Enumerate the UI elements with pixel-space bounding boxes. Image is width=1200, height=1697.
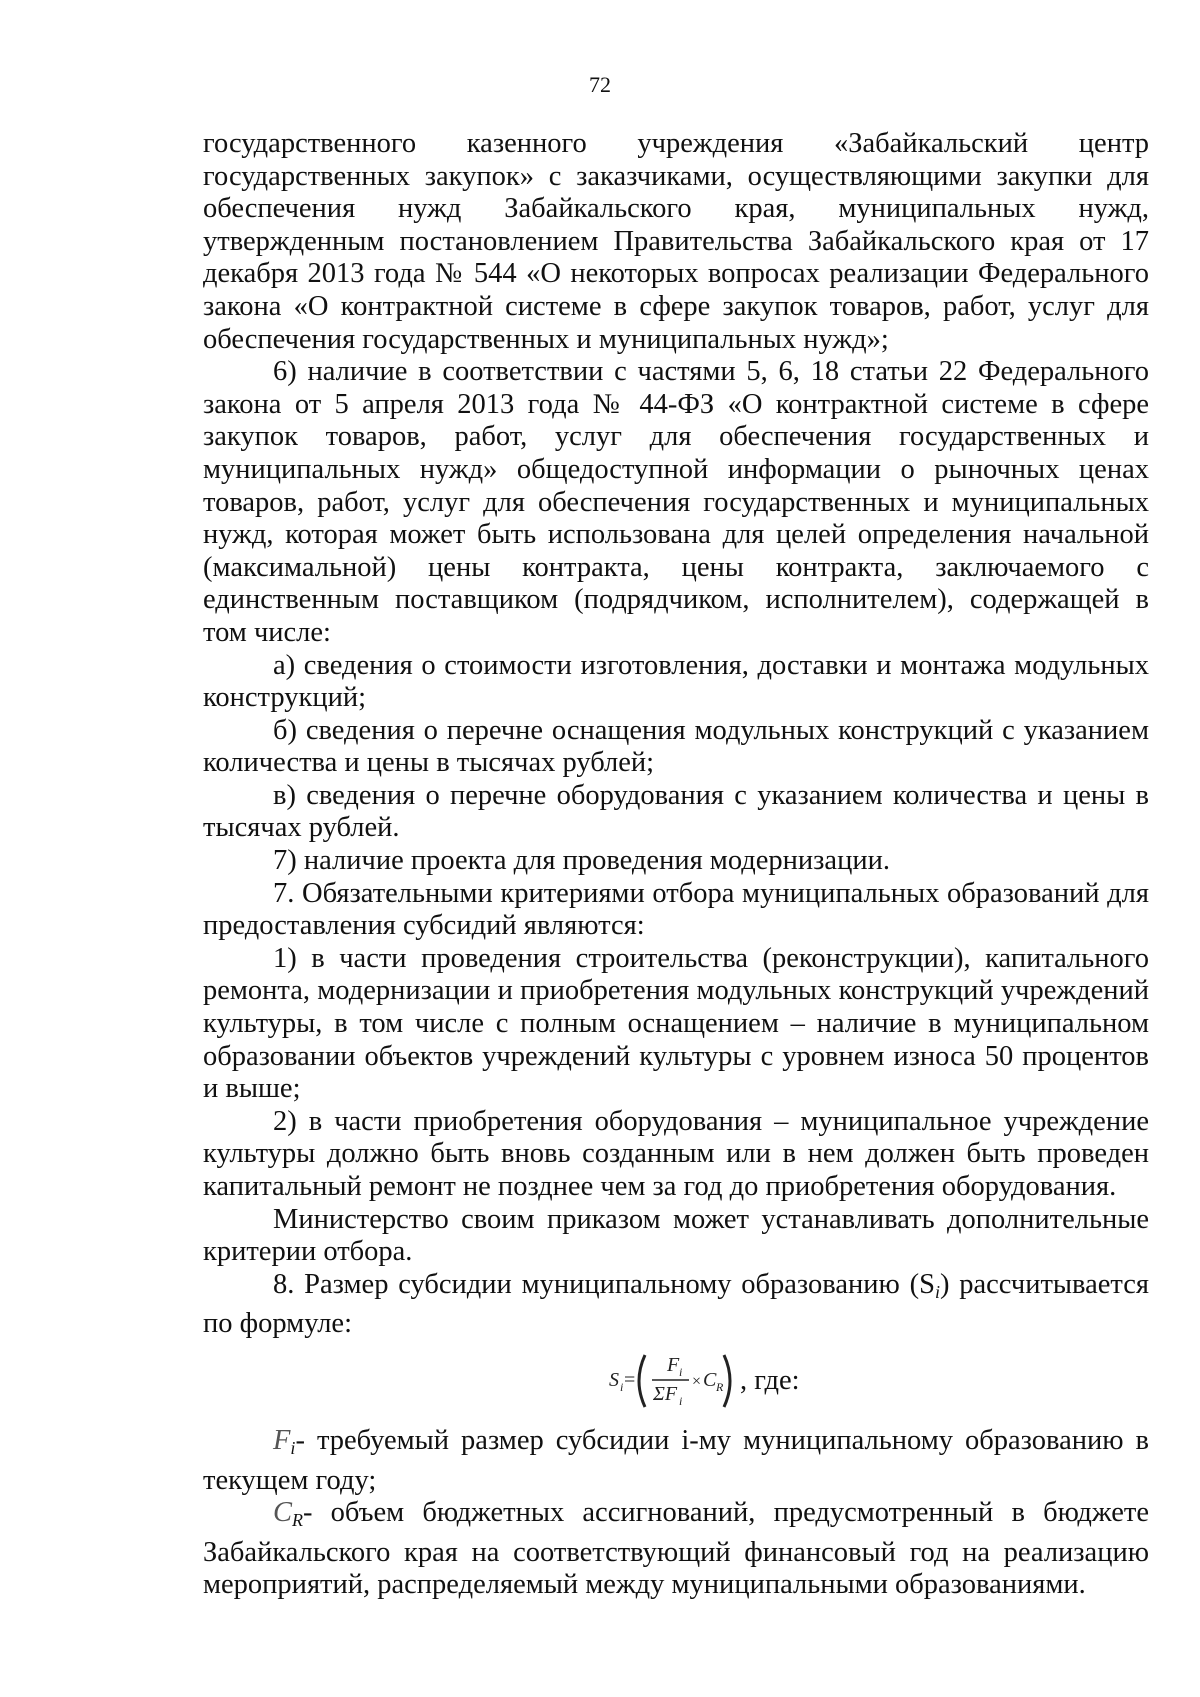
definition-fi-sub: i — [290, 1437, 296, 1458]
section-8-text-end: ) рассчитывается по формуле: — [203, 1268, 1149, 1340]
definition-fi-symbol: F — [273, 1424, 291, 1456]
definitions — [203, 1425, 1149, 1602]
formula-factor-sub: R — [716, 1379, 724, 1394]
paragraph-continuation: государственного казенного учреждения «Забайкальский центр государственных закупок» с заказчиками, осуществляющими закупки для обеспечения нужд Забайкальского края, муниципальных нужд, утвержденным постановлением Правительства Забайкальского края от 17 декабря 2013 года № 544 «О некоторых вопросах реализации Федерального закона «О контрактной системе в сфере закупок товаров, работ, услуг для обеспечения государственных и муниципальных нужд»; — [203, 128, 1149, 355]
definition-cr-symbol: C — [273, 1497, 293, 1529]
paragraph-subitem-a: а) сведения о стоимости изготовления, доставки и монтажа модульных конструкций; — [203, 649, 1149, 714]
paragraph-criterion-2: 2) в части приобретения оборудования – муниципальное учреждение культуры должно быть вновь созданным или в нем должен быть проведен капитальный ремонт не позднее чем за год до приобретения оборудования. — [203, 1105, 1149, 1202]
formula-left-paren — [639, 1355, 645, 1407]
paragraph-subitem-v: в) сведения о перечне оборудования с указанием количества и цены в тысячах рублей. — [203, 779, 1149, 844]
paragraph-item-6: 6) наличие в соответствии с частями 5, 6, 18 статьи 22 Федерального закона от 5 апреля 2013 года № 44-ФЗ «О контрактной системе в сфере закупок товаров, работ, услуг для обеспечения государственных и муниципальных нужд» общедоступной информации о рыночных ценах товаров, работ, услуг для обеспечения государственных и муниципальных нужд, которая может быть использована для целей определения начальной (максимальной) цены контракта, цены контракта, заключаемого с единственным поставщиком (подрядчиком, исполнителем), содержащей в том числе: — [203, 356, 1149, 648]
formula-denominator: ΣF — [653, 1382, 678, 1405]
formula-equals: = — [624, 1368, 636, 1391]
formula-graphic — [609, 1349, 734, 1413]
formula-lhs-sub: i — [620, 1379, 624, 1394]
paragraph-section-7: 7. Обязательными критериями отбора муниципальных образований для предоставления субсидий являются: — [203, 877, 1149, 942]
paragraph-ministry-criteria: Министерство своим приказом может устанавливать дополнительные критерии отбора. — [203, 1203, 1149, 1268]
formula-denominator-sub: i — [679, 1393, 683, 1408]
formula-lhs: S — [609, 1368, 619, 1391]
definition-cr — [203, 1497, 1149, 1602]
formula-right-paren — [724, 1355, 730, 1407]
paragraph-subitem-b: б) сведения о перечне оснащения модульных конструкций с указанием количества и цены в тысячах рублей; — [203, 714, 1149, 779]
definition-fi-text: - требуемый размер субсидии i-му муниципальному образованию в текущем году; — [203, 1424, 1149, 1496]
document-body — [203, 128, 1149, 1602]
paragraph-item-7-project: 7) наличие проекта для проведения модернизации. — [273, 845, 890, 877]
section-8-subscript: i — [934, 1281, 940, 1302]
paragraph-section-8 — [203, 1269, 1149, 1341]
formula-times: × — [692, 1372, 702, 1390]
definition-cr-sub: R — [292, 1510, 304, 1531]
definition-cr-text: - объем бюджетных ассигнований, предусмотренный в бюджете Забайкальского края на соответствующий финансовый год на реализацию мероприятий, распределяемый между муниципальными образованиями. — [203, 1497, 1149, 1601]
formula-where: , где: — [740, 1364, 800, 1396]
formula-factor: C — [703, 1368, 717, 1391]
formula-row — [203, 1343, 1149, 1419]
formula-numerator: F — [667, 1353, 680, 1376]
section-8-text-start: 8. Размер субсидии муниципальному образованию (S — [273, 1268, 935, 1300]
subsidy-formula — [609, 1349, 734, 1413]
paragraph-criterion-1: 1) в части проведения строительства (реконструкции), капитального ремонта, модернизации и приобретения модульных конструкций учреждений культуры, в том числе с полным оснащением – наличие в муниципальном образовании объектов учреждений культуры с уровнем износа 50 процентов и выше; — [203, 942, 1149, 1105]
definition-fi — [203, 1425, 1149, 1497]
formula-numerator-sub: i — [679, 1364, 683, 1379]
page-number: 72 — [589, 72, 611, 97]
